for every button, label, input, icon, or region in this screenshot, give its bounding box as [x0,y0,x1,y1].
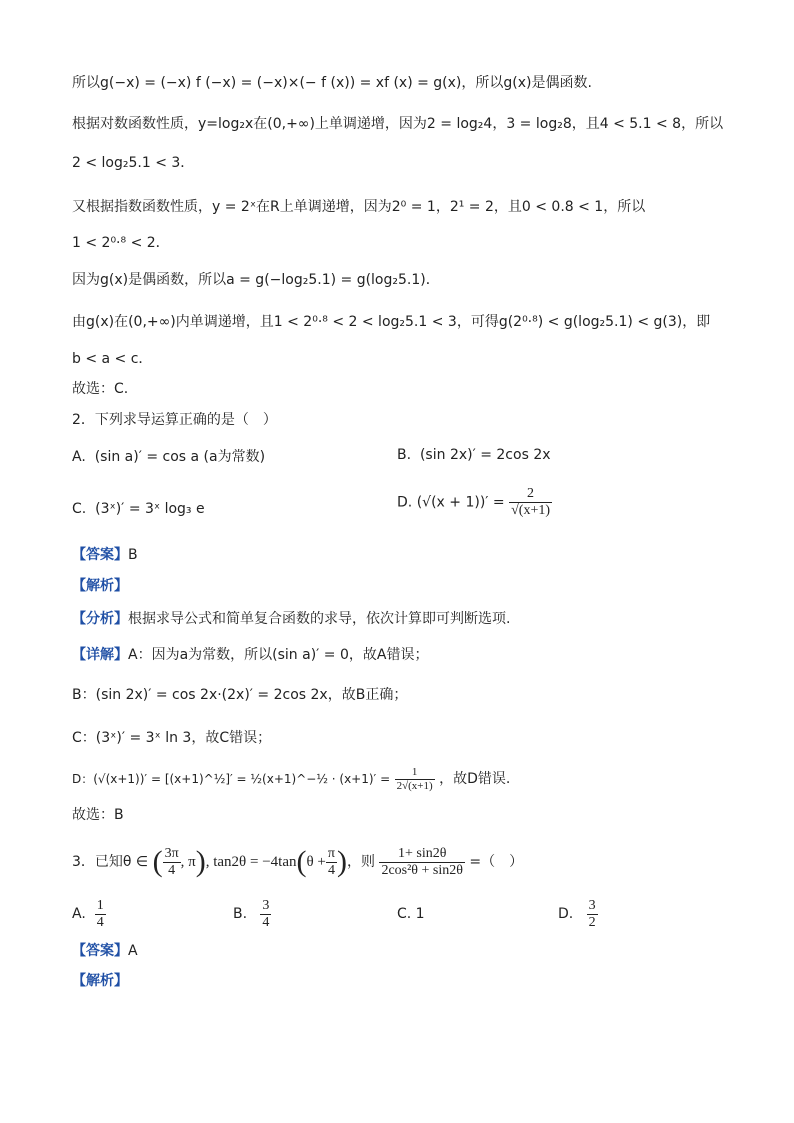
detail-2-a: 【详解】A：因为a为常数，所以(sin a)′ = 0，故A错误； [72,647,429,663]
line-order: b < a < c． [72,351,153,367]
answer-3: 【答案】A [72,943,138,959]
q3-pi-fraction: $\frac{\pi}{4}$ [327,845,335,878]
q3-main-fraction: $\frac{1+ \sin 2\theta}{\text{2cos²θ + sin2θ}}$ [381,845,463,878]
q2-option-b: B. (sin 2x)′ = 2cos 2x [397,447,551,463]
q3-option-d: D. $\frac{3}{2}$ [558,897,596,930]
line-log-monotonic: 根据对数函数性质，y=log₂x在(0,+∞)上单调递增，因为2 = log₂4，3 = log₂8，且4 < 5.1 < 8，所以 [72,116,724,132]
line-compare: 由g(x)在(0,+∞)内单调递增，且1 < 2⁰·⁸ < 2 < log₂5.1 < 3，可得g(2⁰·⁸) < g(log₂5.1) < g(3)，即 [72,314,711,330]
analysis-2-header: 【解析】 [72,578,128,594]
detail-2-d-fraction: $\frac{1}{2√(x+1)}$ [396,765,433,792]
detail-2-d: D：(√(x+1))′ = [(x+1)^½]′ = ½(x+1)^−½ · (x+1)′ = $\frac{1}{2√(x+1)}$ ，故D错误. [72,765,511,792]
question-2-stem: 2．下列求导运算正确的是（ ） [72,412,277,428]
analysis-3-header: 【解析】 [72,973,128,989]
analysis-2-fenxi: 【分析】根据求导公式和简单复合函数的求导，依次计算即可判断选项. [72,611,511,627]
line-exp-bounds: 1 < 2⁰·⁸ < 2． [72,235,170,251]
line-choose-c: 故选：C. [72,381,129,397]
q3-a-fraction: $\frac{1}{4}$ [96,897,104,930]
line-even-function-conclusion: 所以g(−x) = (−x) f (−x) = (−x)×(− f (x)) = xf (x) = g(x)，所以g(x)是偶函数. [72,75,592,91]
q2-option-a: A. (sin a)′ = cos a (a为常数) [72,449,266,465]
q3-interval-fraction: $\frac{3\pi}{4}$ [164,845,179,878]
q3-option-a: A. $\frac{1}{4}$ [72,897,104,930]
line-exp-monotonic: 又根据指数函数性质，y = 2ˣ在R上单调递增，因为2⁰ = 1，2¹ = 2，且0 < 0.8 < 1，所以 [72,199,646,215]
q2-option-d: D. (√(x + 1))′ = $\frac{2}{√(x+1)}$ [397,486,550,518]
choose-2: 故选：B [72,807,124,823]
line-a-value: 因为g(x)是偶函数，所以a = g(−log₂5.1) = g(log₂5.1)． [72,272,440,288]
q3-option-b: B. $\frac{3}{4}$ [233,897,270,930]
q3-b-fraction: $\frac{3}{4}$ [262,897,270,930]
q2-option-c: C. (3ˣ)′ = 3ˣ log₃ e [72,501,205,517]
question-3-stem: 3．已知θ ∈ ( $\frac{3\pi}{4}$ , π), tan2θ = −4tan(θ + $\frac{\pi}{4}$ )，则 $\frac{1+ \sin 2\theta}{\text{2cos²θ + sin2θ}}$ =（ ） [72,845,524,878]
q3-d-fraction: $\frac{3}{2}$ [588,897,596,930]
answer-2: 【答案】B [72,547,138,563]
q2-d-fraction: $\frac{2}{√(x+1)}$ [511,486,550,518]
detail-2-b: B：(sin 2x)′ = cos 2x·(2x)′ = 2cos 2x，故B正确； [72,687,408,703]
detail-2-c: C：(3ˣ)′ = 3ˣ ln 3，故C错误； [72,730,272,746]
line-log-bounds: 2 < log₂5.1 < 3． [72,155,195,171]
q3-option-c: C. 1 [397,906,425,922]
